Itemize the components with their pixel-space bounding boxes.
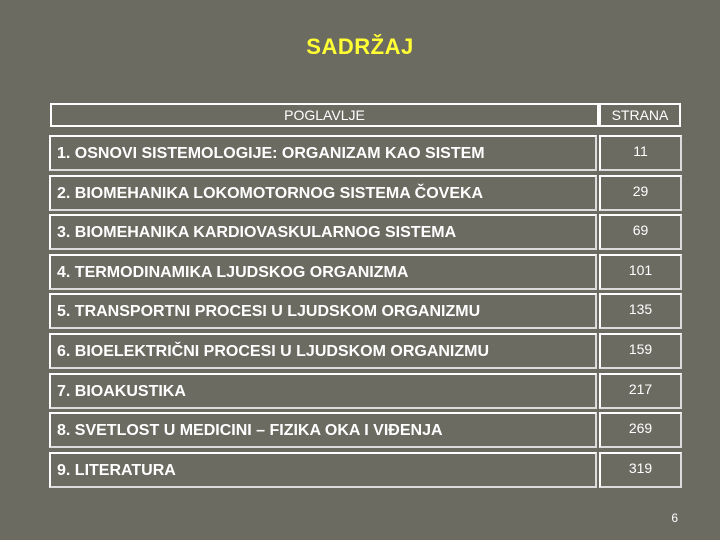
chapter-page: 69	[599, 214, 682, 250]
chapter-title: 3. BIOMEHANIKA KARDIOVASKULARNOG SISTEMA	[49, 214, 597, 250]
toc-row	[47, 333, 685, 373]
chapter-title: 9. LITERATURA	[49, 452, 597, 488]
chapter-page: 269	[599, 412, 682, 448]
chapter-title: 6. BIOELEKTRIČNI PROCESI U LJUDSKOM ORGANIZMU	[49, 333, 597, 369]
toc-row	[47, 214, 685, 254]
chapter-page: 319	[599, 452, 682, 488]
column-header-chapter: POGLAVLJE	[50, 103, 599, 127]
toc-row	[47, 373, 685, 413]
column-header-page: STRANA	[599, 103, 681, 127]
chapter-page: 159	[599, 333, 682, 369]
chapter-title: 7. BIOAKUSTIKA	[49, 373, 597, 409]
toc-row	[47, 452, 685, 492]
toc-row	[47, 293, 685, 333]
page-title: SADRŽAJ	[306, 34, 414, 59]
chapter-title: 5. TRANSPORTNI PROCESI U LJUDSKOM ORGANIZMU	[49, 293, 597, 329]
chapter-page: 11	[599, 135, 682, 171]
chapter-page: 217	[599, 373, 682, 409]
chapter-page: 101	[599, 254, 682, 290]
slide-number: 6	[671, 511, 678, 525]
chapter-title: 4. TERMODINAMIKA LJUDSKOG ORGANIZMA	[49, 254, 597, 290]
chapter-page: 135	[599, 293, 682, 329]
table-of-contents	[47, 135, 685, 491]
chapter-title: 8. SVETLOST U MEDICINI – FIZIKA OKA I VIĐENJA	[49, 412, 597, 448]
toc-row	[47, 412, 685, 452]
toc-row	[47, 175, 685, 215]
chapter-page: 29	[599, 175, 682, 211]
chapter-title: 2. BIOMEHANIKA LOKOMOTORNOG SISTEMA ČOVEKA	[49, 175, 597, 211]
chapter-title: 1. OSNOVI SISTEMOLOGIJE: ORGANIZAM KAO SISTEM	[49, 135, 597, 171]
toc-row	[47, 254, 685, 294]
toc-row	[47, 135, 685, 175]
